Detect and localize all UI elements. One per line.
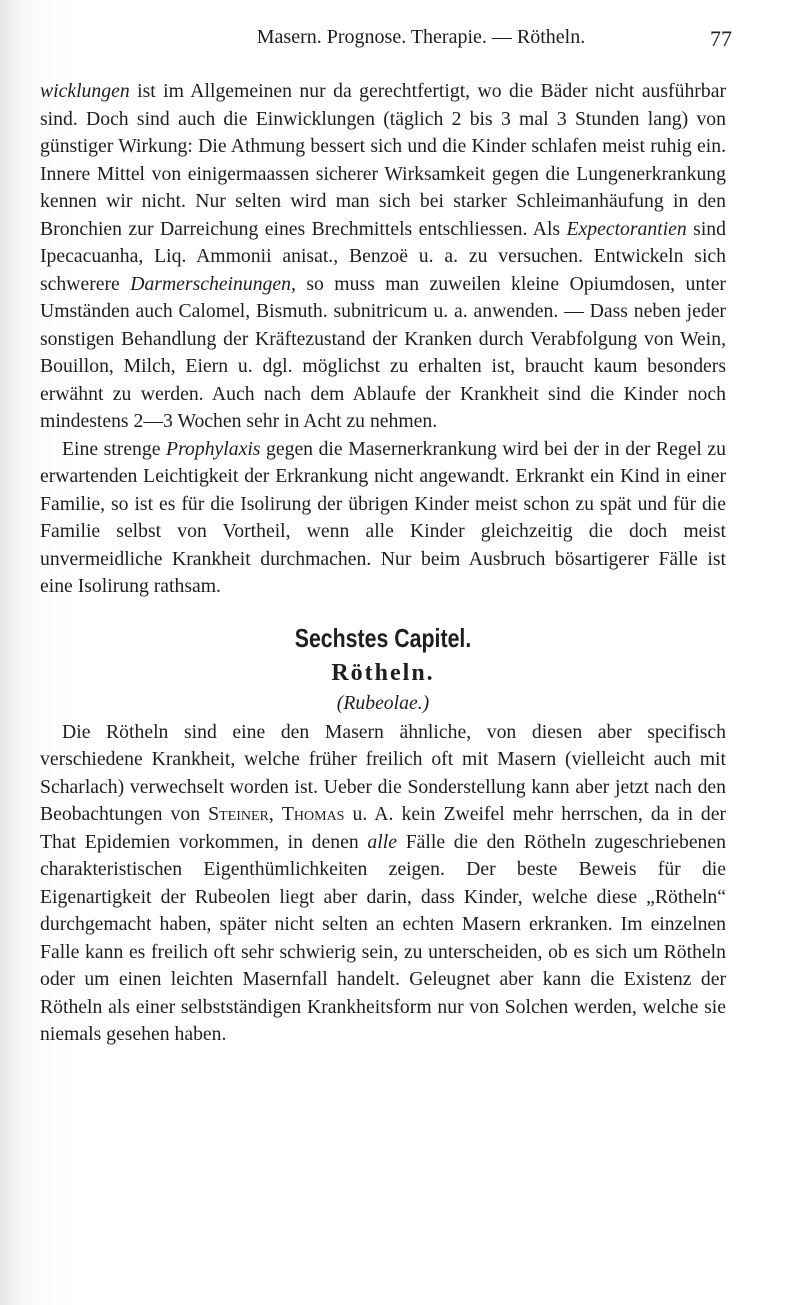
- page-number: 77: [710, 26, 732, 51]
- page-body: [40, 78, 726, 1049]
- paragraph-roetheln: Die Rötheln sind eine den Masern ähnliche, von diesen aber specifisch verschiedene Krankheit, welche früher freilich oft mit Masern (vielleicht auch mit Scharlach) verwechselt worden ist. Ueber die Sonderstellung kann aber jetzt nach den Beobachtungen von Steiner, Thomas u. A. kein Zweifel mehr herrschen, da in der That Epidemien vorkommen, in denen alle Fälle die den Rötheln zugeschriebenen charakteristischen Eigenthümlichkeiten zeigen. Der beste Beweis für die Eigenartigkeit der Rubeolen liegt aber darin, dass Kinder, welche diese „Rötheln“ durchgemacht haben, später nicht selten an echten Masern erkranken. Im einzelnen Falle kann es freilich oft sehr schwierig sein, zu unterscheiden, ob es sich um Rötheln oder um einen leichten Masernfall handelt. Geleugnet aber kann die Existenz der Rötheln als einer selbstständigen Krankheitsform nur von Solchen werden, welche sie niemals gesehen haben.: [40, 720, 727, 1045]
- chapter-subheading: Rötheln.: [331, 659, 435, 686]
- paragraph-prophylaxis: Eine strenge Prophylaxis gegen die Masernerkrankung wird bei der in der Regel zu erwartenden Leichtigkeit der Erkrankung nicht angewandt. Erkrankt ein Kind in einer Familie, so ist es für die Isolirung der übrigen Kinder meist schon zu spät und für die Familie selbst von Vortheil, wenn alle Kinder gleichzeitig die doch meist unvermeidliche Krankheit durchmachen. Nur beim Ausbruch bösartigerer Fälle ist eine Isolirung rathsam.: [40, 437, 726, 597]
- page-header: [110, 24, 732, 58]
- latin-name: (Rubeolae.): [336, 691, 430, 714]
- chapter-heading: Sechstes Capitel.: [294, 622, 472, 653]
- paragraph-therapy: wicklungen ist im Allgemeinen nur da gerechtfertigt, wo die Bäder nicht ausführbar sind. Doch sind auch die Einwicklungen (täglich 2 bis 3 mal 3 Stunden lang) von günstiger Wirkung: Die Athmung bessert sich und die Kinder schlafen meist ruhig ein. Innere Mittel von einigermaassen sicherer Wirksamkeit gegen die Lungenerkrankung kennen wir nicht. Nur selten wird man sich bei starker Schleimanhäufung in den Bronchien zur Darreichung eines Brechmittels entschliessen. Als Expectorantien sind Ipecacuanha, Liq. Ammonii anisat., Benzoë u. a. zu versuchen. Entwickeln sich schwerere Darmerscheinungen, so muss man zuweilen kleine Opiumdosen, unter Umständen auch Calomel, Bismuth. subnitricum u. a. anwenden. — Dass neben jeder sonstigen Behandlung der Kräftezustand der Kranken durch Verabfolgung von Wein, Bouillon, Milch, Eiern u. dgl. möglichst zu erhalten ist, braucht kaum besonders erwähnt zu werden. Auch nach dem Ablaufe der Krankheit sind die Kinder noch mindestens 2—3 Wochen sehr in Acht zu nehmen.: [40, 80, 726, 432]
- running-title: Masern. Prognose. Therapie. — Rötheln.: [256, 26, 586, 48]
